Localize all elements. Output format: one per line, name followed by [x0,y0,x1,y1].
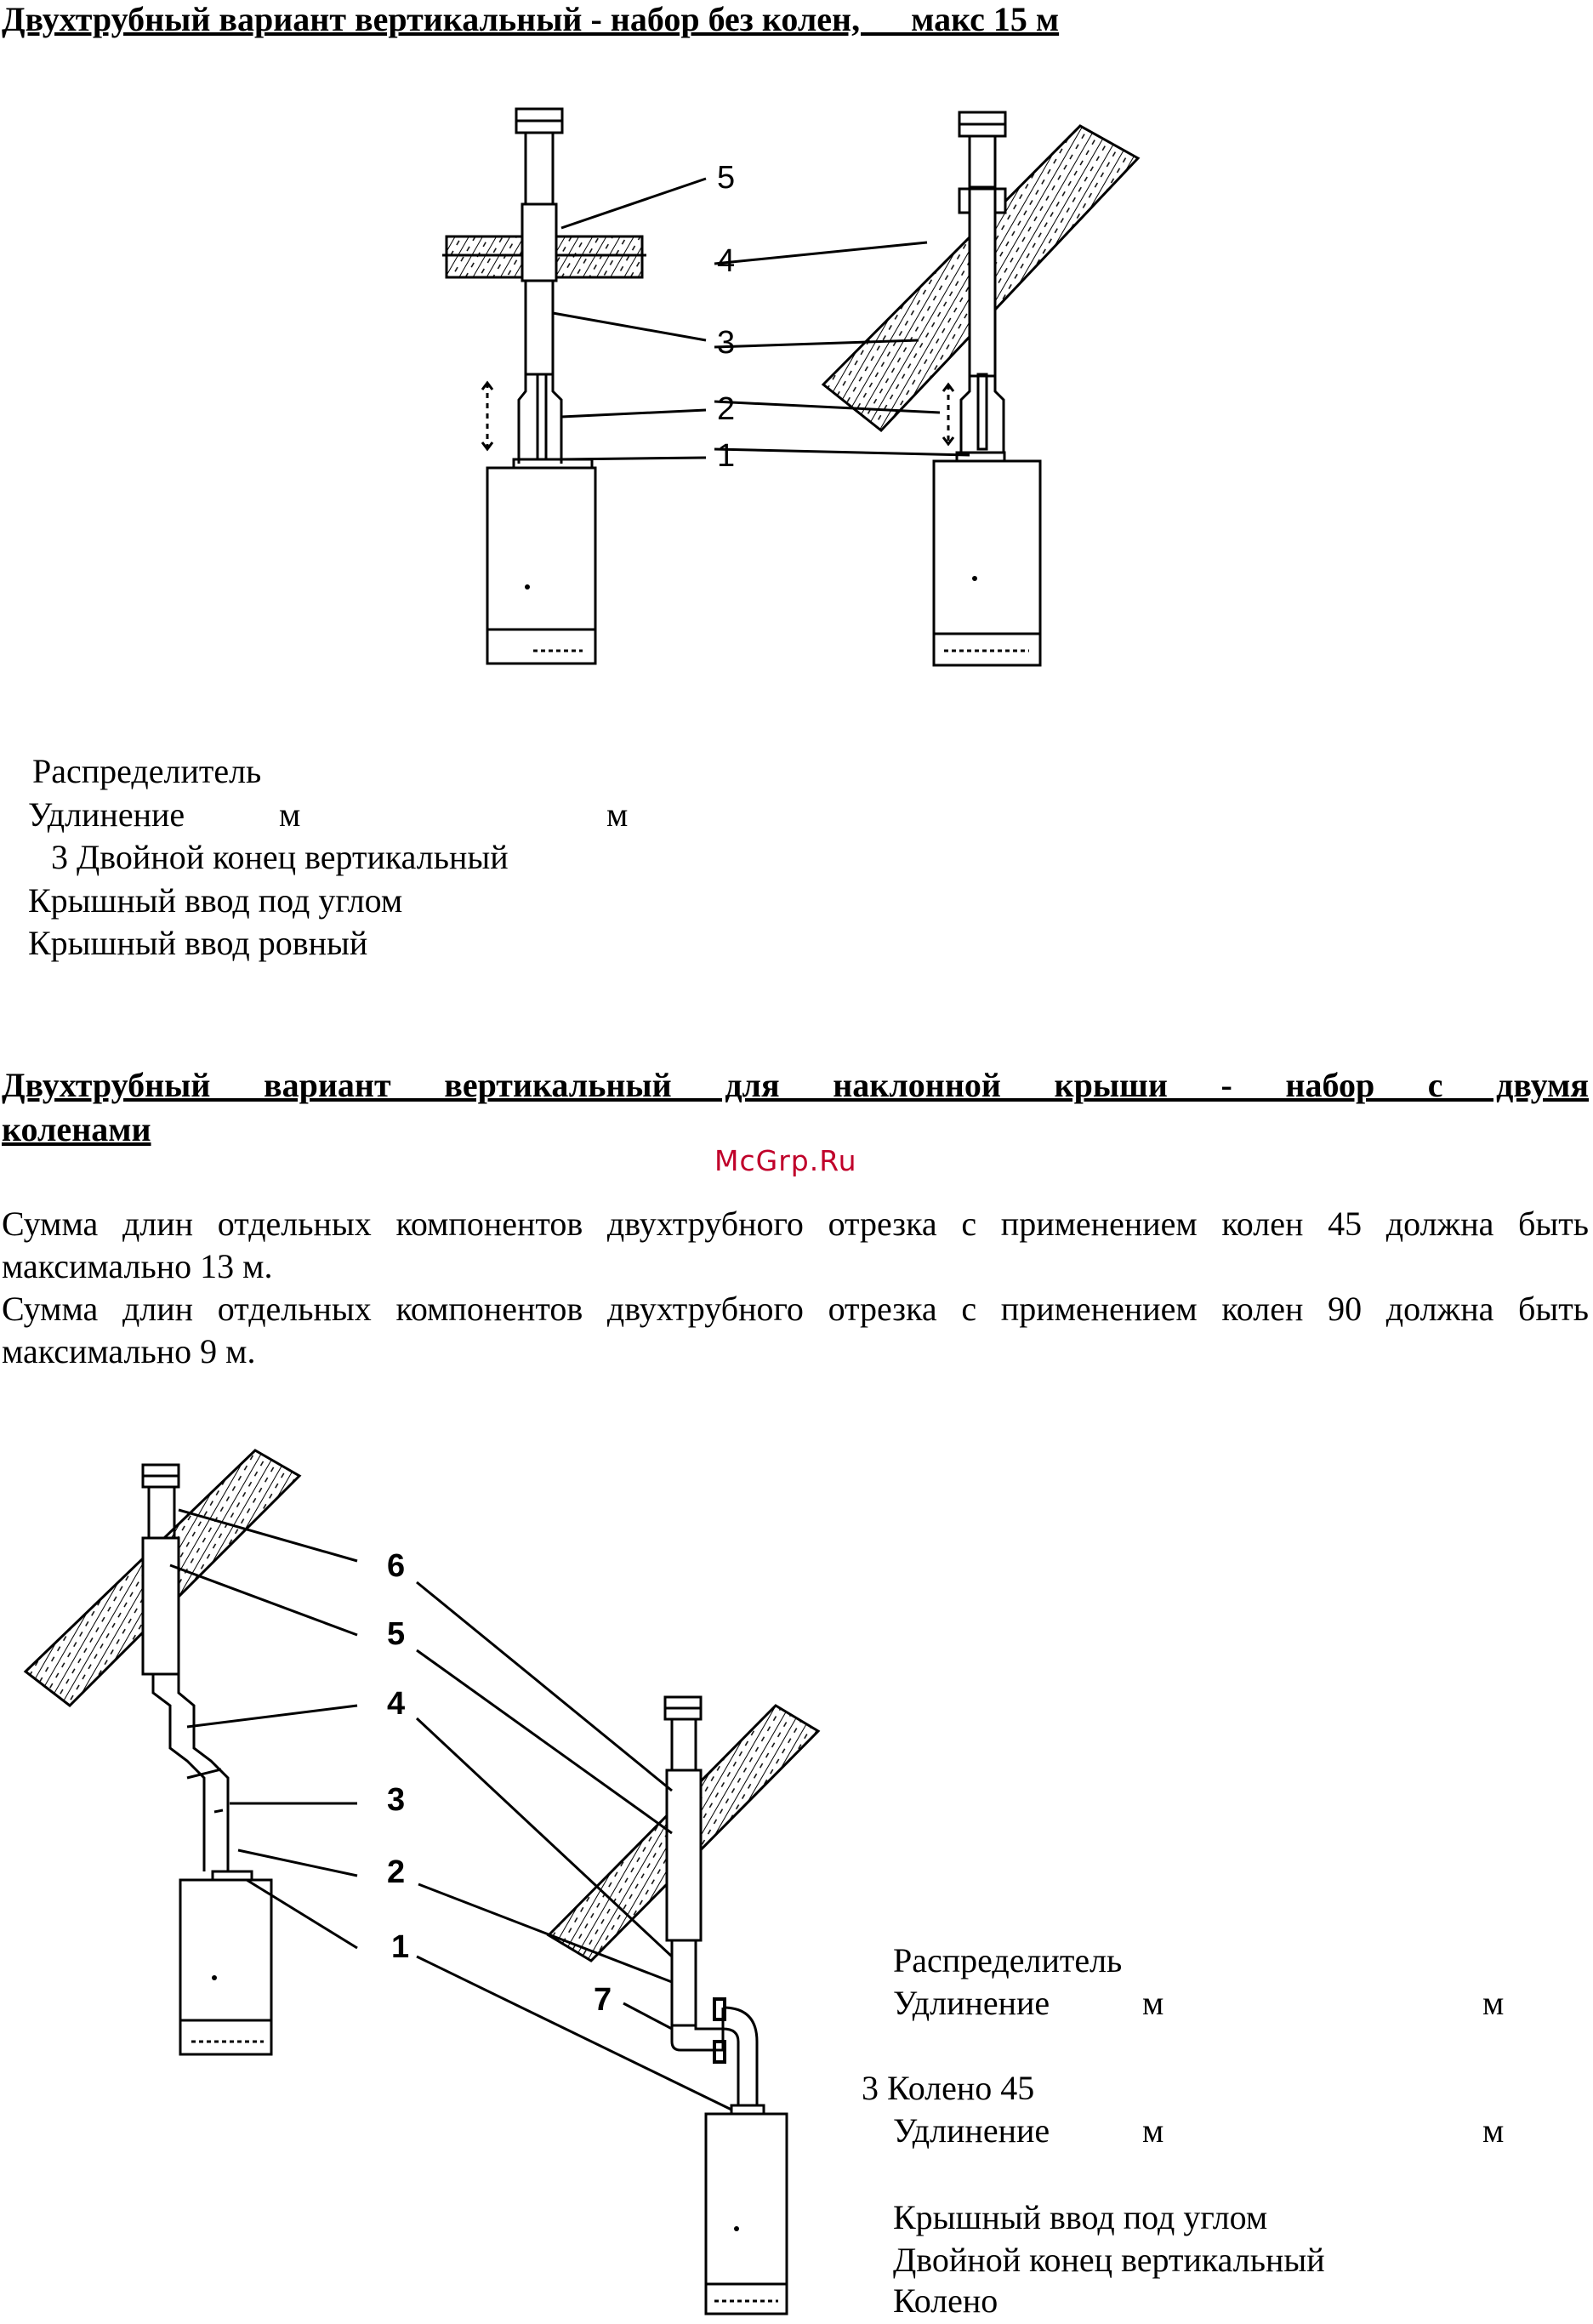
section1-title: Двухтрубный вариант вертикальный - набор без колен, макс 15 м [2,0,1060,38]
para2-line1: Сумма длин отдельных компонентов двухтрубного отрезка с применением колен 90 должна быть [2,1290,1589,1328]
callout-4b: 4 [387,1686,406,1722]
s2-legend-item5: Крышный ввод под углом [893,2198,1268,2236]
s1-legend-item1: Распределитель [32,752,262,790]
s2-legend-item6: Двойной конец вертикальный [893,2241,1325,2279]
s2-legend-item1: Распределитель [893,1941,1123,1979]
callout-1: 1 [717,438,736,474]
s2-legend-item2-unit1: м [1142,1984,1164,2022]
callout-6: 6 [387,1548,406,1584]
diagram-sloped-roof [714,112,1138,665]
section2-title-line2: коленами [2,1110,151,1148]
callout-3b: 3 [387,1782,406,1818]
callout-3: 3 [717,325,736,361]
s1-legend-item5: Крышный ввод ровный [28,924,368,962]
s2-legend-item4-unit2: м [1482,2111,1505,2150]
para2-line2: максимально 9 м. [2,1332,256,1370]
s2-legend-item7: Колено [893,2281,998,2320]
callout-2b: 2 [387,1854,406,1890]
s1-legend-item3: 3 Двойной конец вертикальный [51,838,509,876]
s2-legend-item2-unit2: м [1482,1984,1505,2022]
callout-5b: 5 [387,1616,406,1652]
diagram-two-elbows-90 [417,1582,818,2314]
callout-4: 4 [717,243,736,279]
flat-boiler [487,468,595,664]
s2-legend-item2-label: Удлинение [893,1984,1050,2022]
callout-2: 2 [717,391,736,427]
callout-1b: 1 [391,1929,410,1965]
s1-legend-item2-unit1: м [279,795,301,834]
diagram-two-elbows-45 [26,1450,357,2054]
callout-7: 7 [594,1982,612,2018]
s2-legend-item4-label: Удлинение [893,2111,1050,2150]
s2-legend-item3: 3 Колено 45 [862,2069,1035,2107]
s1-legend-item2-label: Удлинение [28,795,185,834]
section2-title-line1: Двухтрубный вариант вертикальный для наклонной крыши - набор с двумя [2,1066,1589,1104]
elbows45-boiler [180,1880,271,2054]
callout-5: 5 [717,160,736,196]
s1-legend-item4: Крышный ввод под углом [28,881,403,920]
s2-legend-item4-unit1: м [1142,2111,1164,2150]
watermark: McGrp.Ru [714,1144,857,1177]
diagram-flat-roof [442,109,706,664]
para1-line1: Сумма длин отдельных компонентов двухтрубного отрезка с применением колен 45 должна быть [2,1205,1589,1243]
para1-line2: максимально 13 м. [2,1247,273,1285]
s1-legend-item2-unit2: м [606,795,629,834]
